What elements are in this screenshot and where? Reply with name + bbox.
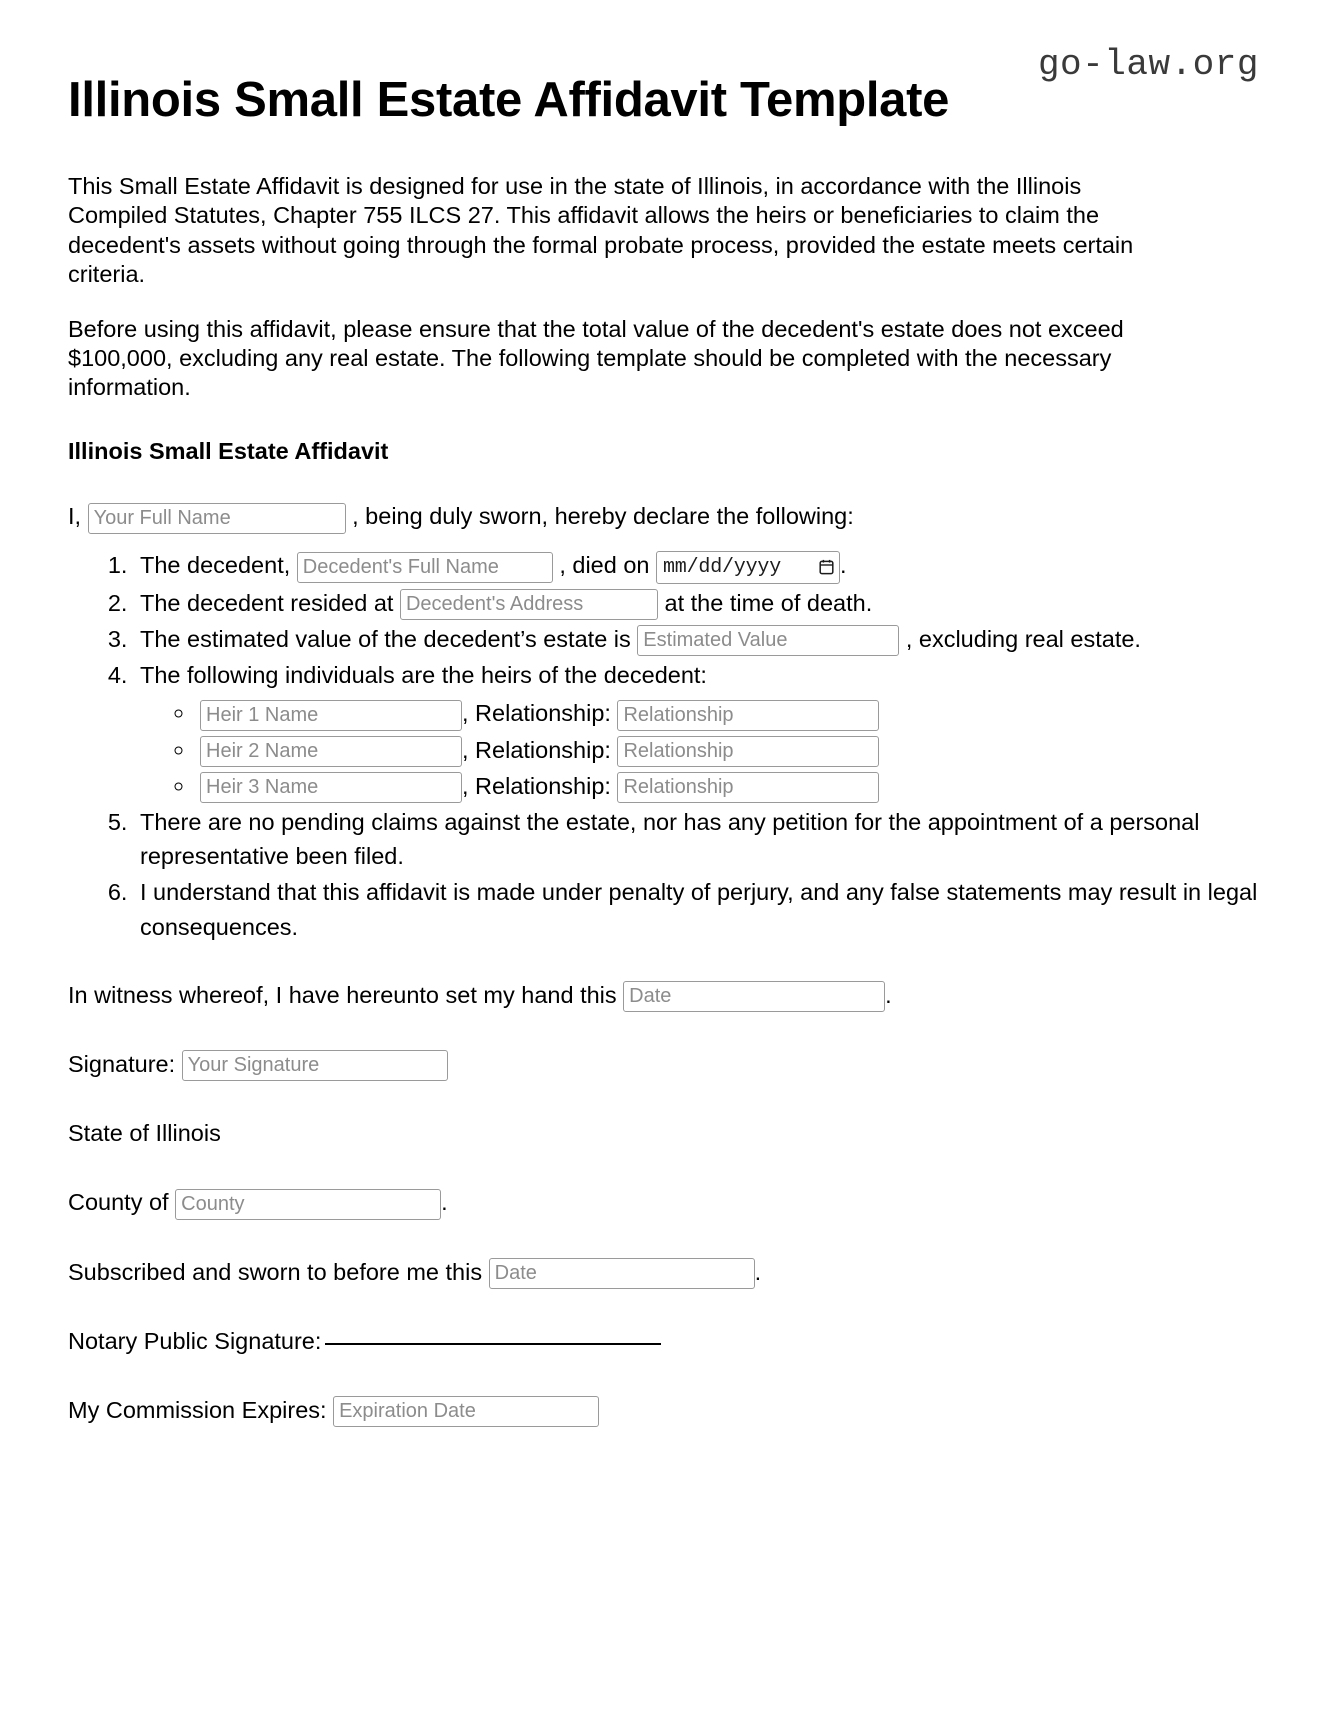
commission-label: My Commission Expires: xyxy=(68,1397,327,1424)
commission-expiration-input[interactable] xyxy=(333,1396,599,1427)
list-item-1 xyxy=(134,548,1263,583)
heir-3-name-input[interactable] xyxy=(200,772,462,803)
list-item-4 xyxy=(134,658,1263,803)
heir-2-relationship-input[interactable] xyxy=(617,736,879,767)
county-text-after: . xyxy=(441,1189,448,1216)
decedent-address-input[interactable] xyxy=(400,589,658,620)
signature-input[interactable] xyxy=(182,1050,448,1081)
county-input[interactable] xyxy=(175,1189,441,1220)
witness-text-after: . xyxy=(885,981,892,1008)
item2-text-before: The decedent resided at xyxy=(140,589,394,616)
heir-2-separator: , Relationship: xyxy=(462,736,611,763)
witness-line xyxy=(68,978,1263,1013)
subscribed-text-before: Subscribed and sworn to before me this xyxy=(68,1258,483,1285)
full-name-input[interactable] xyxy=(88,503,346,534)
site-watermark: go-law.org xyxy=(1037,44,1259,85)
item1-text-after: . xyxy=(840,552,847,579)
notary-label: Notary Public Signature: xyxy=(68,1327,322,1354)
witness-date-input[interactable] xyxy=(623,981,885,1012)
signature-line xyxy=(68,1047,1263,1082)
notary-signature-rule xyxy=(325,1342,661,1345)
death-date-value: mm/dd/yyyy xyxy=(663,555,782,579)
heir-row-2 xyxy=(196,733,1263,767)
witness-text-before: In witness whereof, I have hereunto set my hand this xyxy=(68,981,617,1008)
notary-signature-line xyxy=(68,1324,1263,1359)
heir-3-relationship-input[interactable] xyxy=(617,772,879,803)
heirs-list xyxy=(140,696,1263,803)
list-item-3 xyxy=(134,622,1263,656)
decedent-name-input[interactable] xyxy=(297,552,553,583)
page-title: Illinois Small Estate Affidavit Template xyxy=(68,73,950,127)
intro-paragraph-2: Before using this affidavit, please ensure that the total value of the decedent's estate does not exceed $100,000, excluding any real estate. The following template should be completed with the necessary information. xyxy=(68,315,1124,401)
item1-text-before: The decedent, xyxy=(140,552,291,579)
declaration-prefix: I, xyxy=(68,503,82,530)
item3-text-after: , excluding real estate. xyxy=(905,626,1141,653)
commission-line xyxy=(68,1393,1263,1428)
death-date-input[interactable] xyxy=(656,551,840,584)
subscribed-line xyxy=(68,1255,1263,1290)
item4-text: The following individuals are the heirs of the decedent: xyxy=(140,662,707,689)
heir-1-separator: , Relationship: xyxy=(462,700,611,727)
heir-1-name-input[interactable] xyxy=(200,700,462,731)
state-line: State of Illinois xyxy=(68,1120,221,1147)
subscribed-date-input[interactable] xyxy=(489,1258,755,1289)
item1-text-between: , died on xyxy=(559,552,650,579)
heir-1-relationship-input[interactable] xyxy=(617,700,879,731)
section-heading: Illinois Small Estate Affidavit xyxy=(68,438,389,465)
item3-text-before: The estimated value of the decedent’s estate is xyxy=(140,626,631,653)
heir-row-3 xyxy=(196,769,1263,803)
subscribed-text-after: . xyxy=(754,1258,762,1285)
heir-row-1 xyxy=(196,696,1263,730)
list-item-6: 6. I understand that this affidavit is made under penalty of perjury, and any false statements may result in legal consequences. xyxy=(134,875,1263,943)
item2-text-after: at the time of death. xyxy=(664,589,873,616)
declaration-suffix: , being duly sworn, hereby declare the following: xyxy=(352,503,854,530)
list-item-2 xyxy=(134,586,1263,620)
calendar-icon[interactable] xyxy=(819,559,834,575)
list-item-5: 5. There are no pending claims against the estate, nor has any petition for the appointment of a personal representative been filed. xyxy=(134,805,1263,873)
intro-paragraph-1: This Small Estate Affidavit is designed for use in the state of Illinois, in accordance with the Illinois Compiled Statutes, Chapter 755 ILCS 27. This affidavit allows the heirs or beneficiaries to claim the decedent's assets without going through the formal probate process, provided the estate meets certain criteria. xyxy=(68,173,1134,287)
signature-label: Signature: xyxy=(68,1050,176,1077)
county-label: County of xyxy=(68,1189,169,1216)
declaration-line xyxy=(68,499,1263,534)
estimated-value-input[interactable] xyxy=(637,625,899,656)
affidavit-items-list xyxy=(68,548,1263,943)
heir-3-separator: , Relationship: xyxy=(462,773,611,800)
county-line xyxy=(68,1185,1263,1220)
heir-2-name-input[interactable] xyxy=(200,736,462,767)
